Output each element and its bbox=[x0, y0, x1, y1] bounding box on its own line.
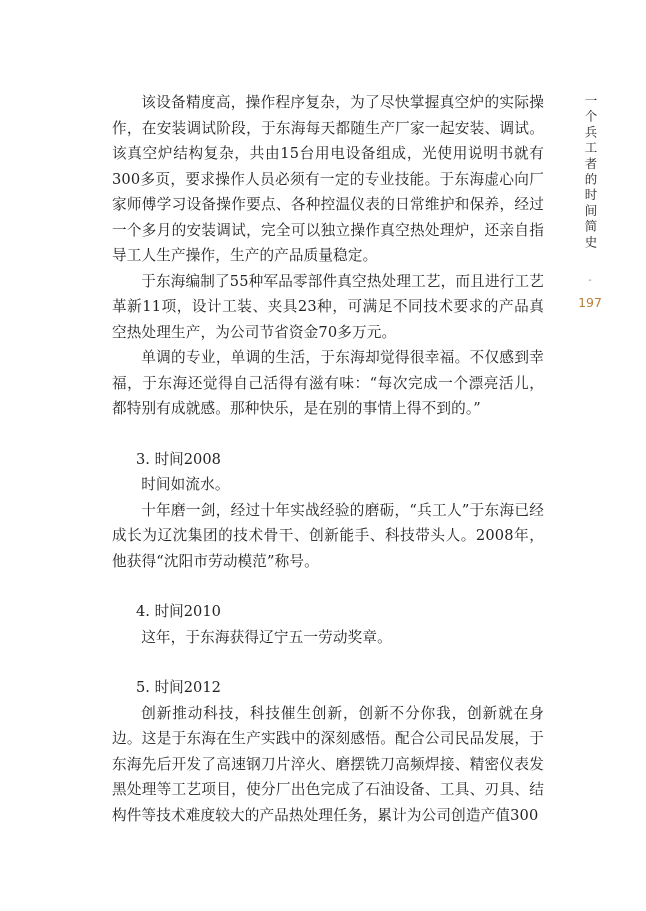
paragraph: 该设备精度高，操作程序复杂，为了尽快掌握真空炉的实际操作，在安装调试阶段，于东海每天都随生产厂家一起安装、调试。该真空炉结构复杂，共由15台用电设备组成，光使用说明书就有300多页，要求操作人员必须有一定的专业技能。于东海虚心向厂家师傅学习设备操作要点、各种控温仪表的日常维护和保养，经过一个多月的安装调试，完全可以独立操作真空热处理炉，还亲自指导工人生产操作，生产的产品质量稳定。 bbox=[112, 94, 544, 264]
main-text-column bbox=[112, 90, 544, 828]
page-number: 197 bbox=[578, 295, 602, 310]
section-heading-2010: 4. 时间2010 bbox=[136, 603, 221, 620]
book-title: 一个兵工者的时间简史 bbox=[583, 94, 598, 251]
section-heading-2008: 3. 时间2008 bbox=[136, 450, 221, 468]
header-dash: - bbox=[588, 275, 592, 286]
section-gap bbox=[112, 574, 544, 599]
paragraph: 这年，于东海获得辽宁五一劳动奖章。 bbox=[141, 628, 392, 646]
paragraph: 十年磨一剑，经过十年实战经验的磨砺，“兵工人”于东海已经成长为辽沈集团的技术骨干、创新能手、科技带头人。2008年，他获得“沈阳市劳动模范”称号。 bbox=[112, 501, 544, 570]
section-gap bbox=[112, 650, 544, 675]
section-gap bbox=[112, 422, 544, 447]
section-heading-2012: 5. 时间2012 bbox=[136, 679, 221, 696]
running-header bbox=[575, 94, 605, 310]
paragraph: 创新推动科技，科技催生创新，创新不分你我，创新就在身边。这是于东海在生产实践中的深刻感悟。配合公司民品发展，于东海先后开发了高速钢刀片淬火、磨摆铣刀高频焊接、精密仪表发黑处理等工艺项目，使分厂出色完成了石油设备、工具、刃具、结构件等技术难度较大的产品热处理任务，累计为公司创造产值300 bbox=[112, 704, 544, 824]
paragraph: 于东海编制了55种军品零部件真空热处理工艺，而且进行工艺革新11项，设计工装、夹具23种，可满足不同技术要求的产品真空热处理生产，为公司节省资金70多万元。 bbox=[112, 272, 544, 341]
paragraph: 时间如流水。 bbox=[141, 476, 230, 493]
paragraph: 单调的专业，单调的生活，于东海却觉得很幸福。不仅感到幸福，于东海还觉得自己活得有滋有味：“每次完成一个漂亮活儿，都特别有成就感。那种快乐，是在别的事情上得不到的。” bbox=[112, 349, 544, 417]
